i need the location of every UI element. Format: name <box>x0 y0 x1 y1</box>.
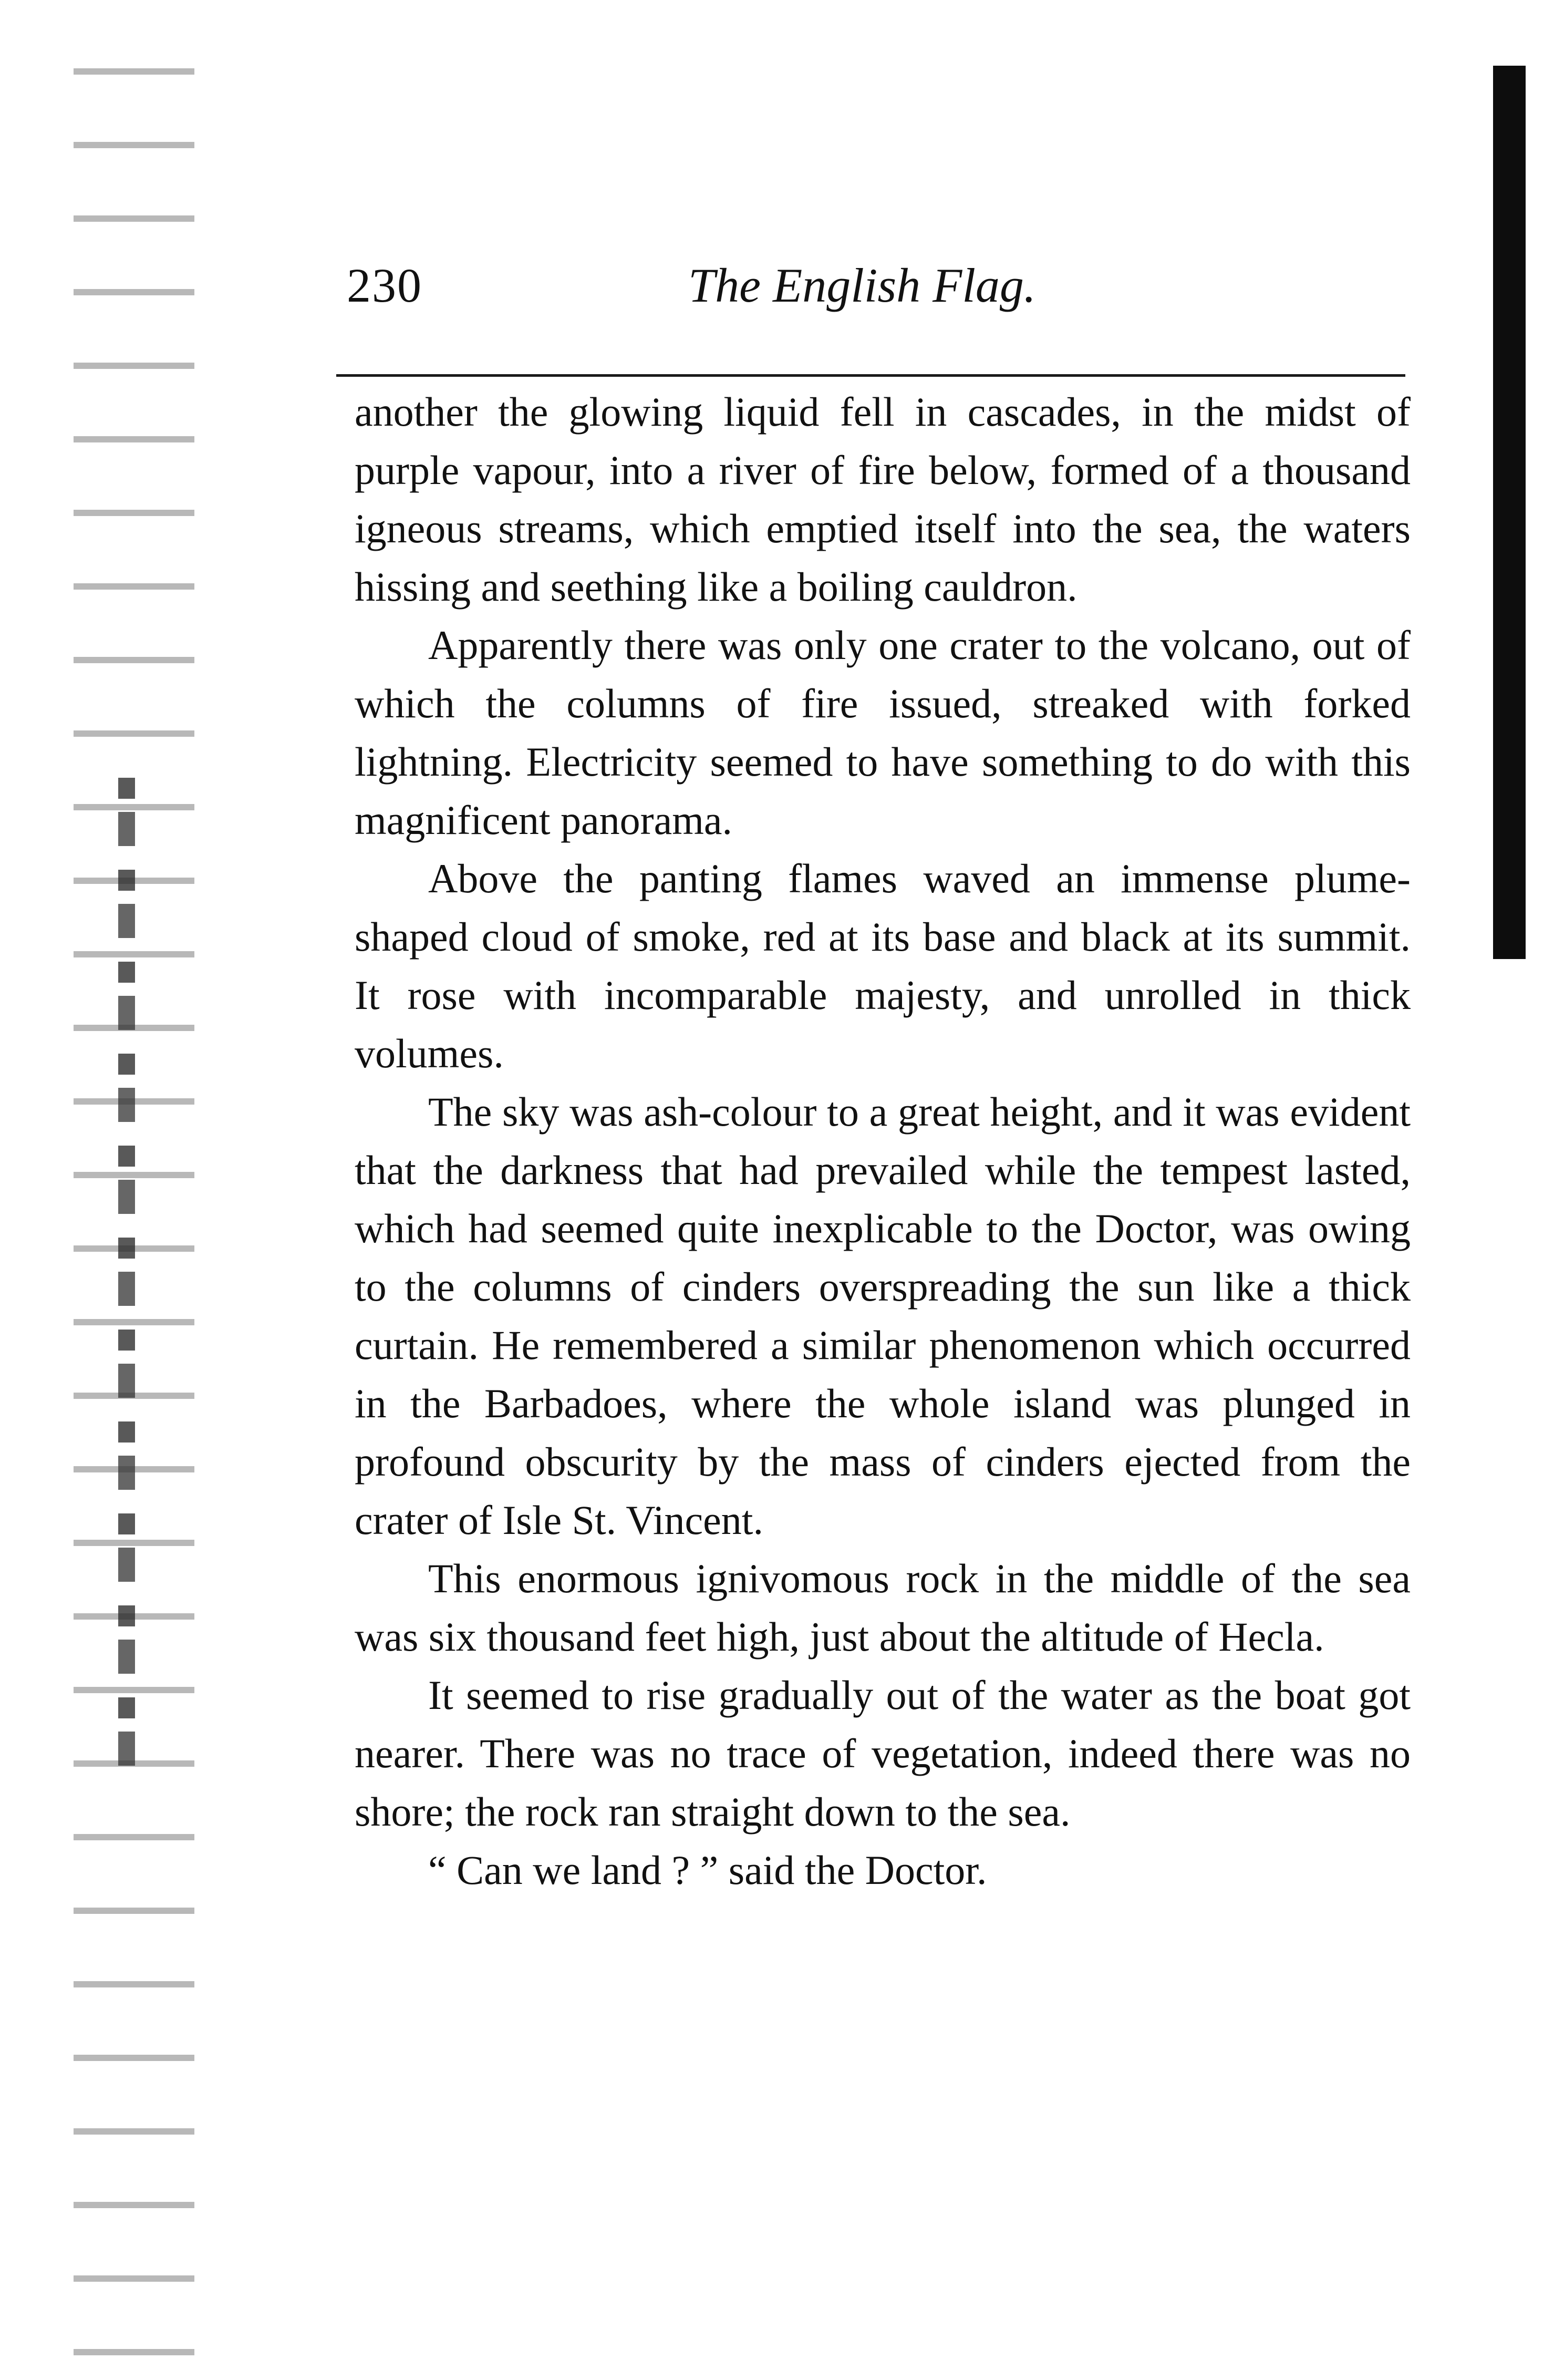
paragraph: Apparently there was only one crater to the volcano, out of which the columns of fire issued, streaked with forked lightning. Electricity seemed to have something to do with this magnificent panorama. <box>355 622 1411 843</box>
paragraph-continued: another the glowing liquid fell in cascades, in the midst of purple vapour, into a river of fire below, formed of a thousand igneous streams, which emptied itself into the sea, the waters hissing and seething like a boiling cauldron. <box>355 389 1411 610</box>
paragraph-dialogue: “ Can we land ? ” said the Doctor. <box>428 1847 987 1893</box>
paragraph: The sky was ash-colour to a great height, and it was evident that the darkness that had prevailed while the tempest lasted, which had seemed quite inexplicable to the Doctor, was owing to the columns of cinders overspreading the sun like a thick curtain. He remembered a similar phenomenon which occurred in the Barbadoes, where the whole island was plunged in profound obscurity by the mass of cinders ejected from the crater of Isle St. Vincent. <box>355 1089 1411 1543</box>
paragraph: Above the panting flames waved an immense plume-shaped cloud of smoke, red at its base and black at its summit. It rose with incomparable majesty, and unrolled in thick volumes. <box>355 856 1411 1076</box>
running-title: The English Flag. <box>688 259 1036 312</box>
page-number: 230 <box>347 259 422 312</box>
body-text <box>355 383 1411 1899</box>
scan-binding-marks <box>118 778 135 1776</box>
paragraph: This enormous ignivomous rock in the middle of the sea was six thousand feet high, just about the altitude of Hecla. <box>355 1555 1411 1660</box>
scan-edge-bar <box>1493 66 1526 959</box>
page-header <box>336 247 1405 315</box>
header-rule <box>336 374 1405 377</box>
paragraph: It seemed to rise gradually out of the water as the boat got nearer. There was no trace of vegetation, indeed there was no shore; the rock ran straight down to the sea. <box>355 1672 1411 1835</box>
